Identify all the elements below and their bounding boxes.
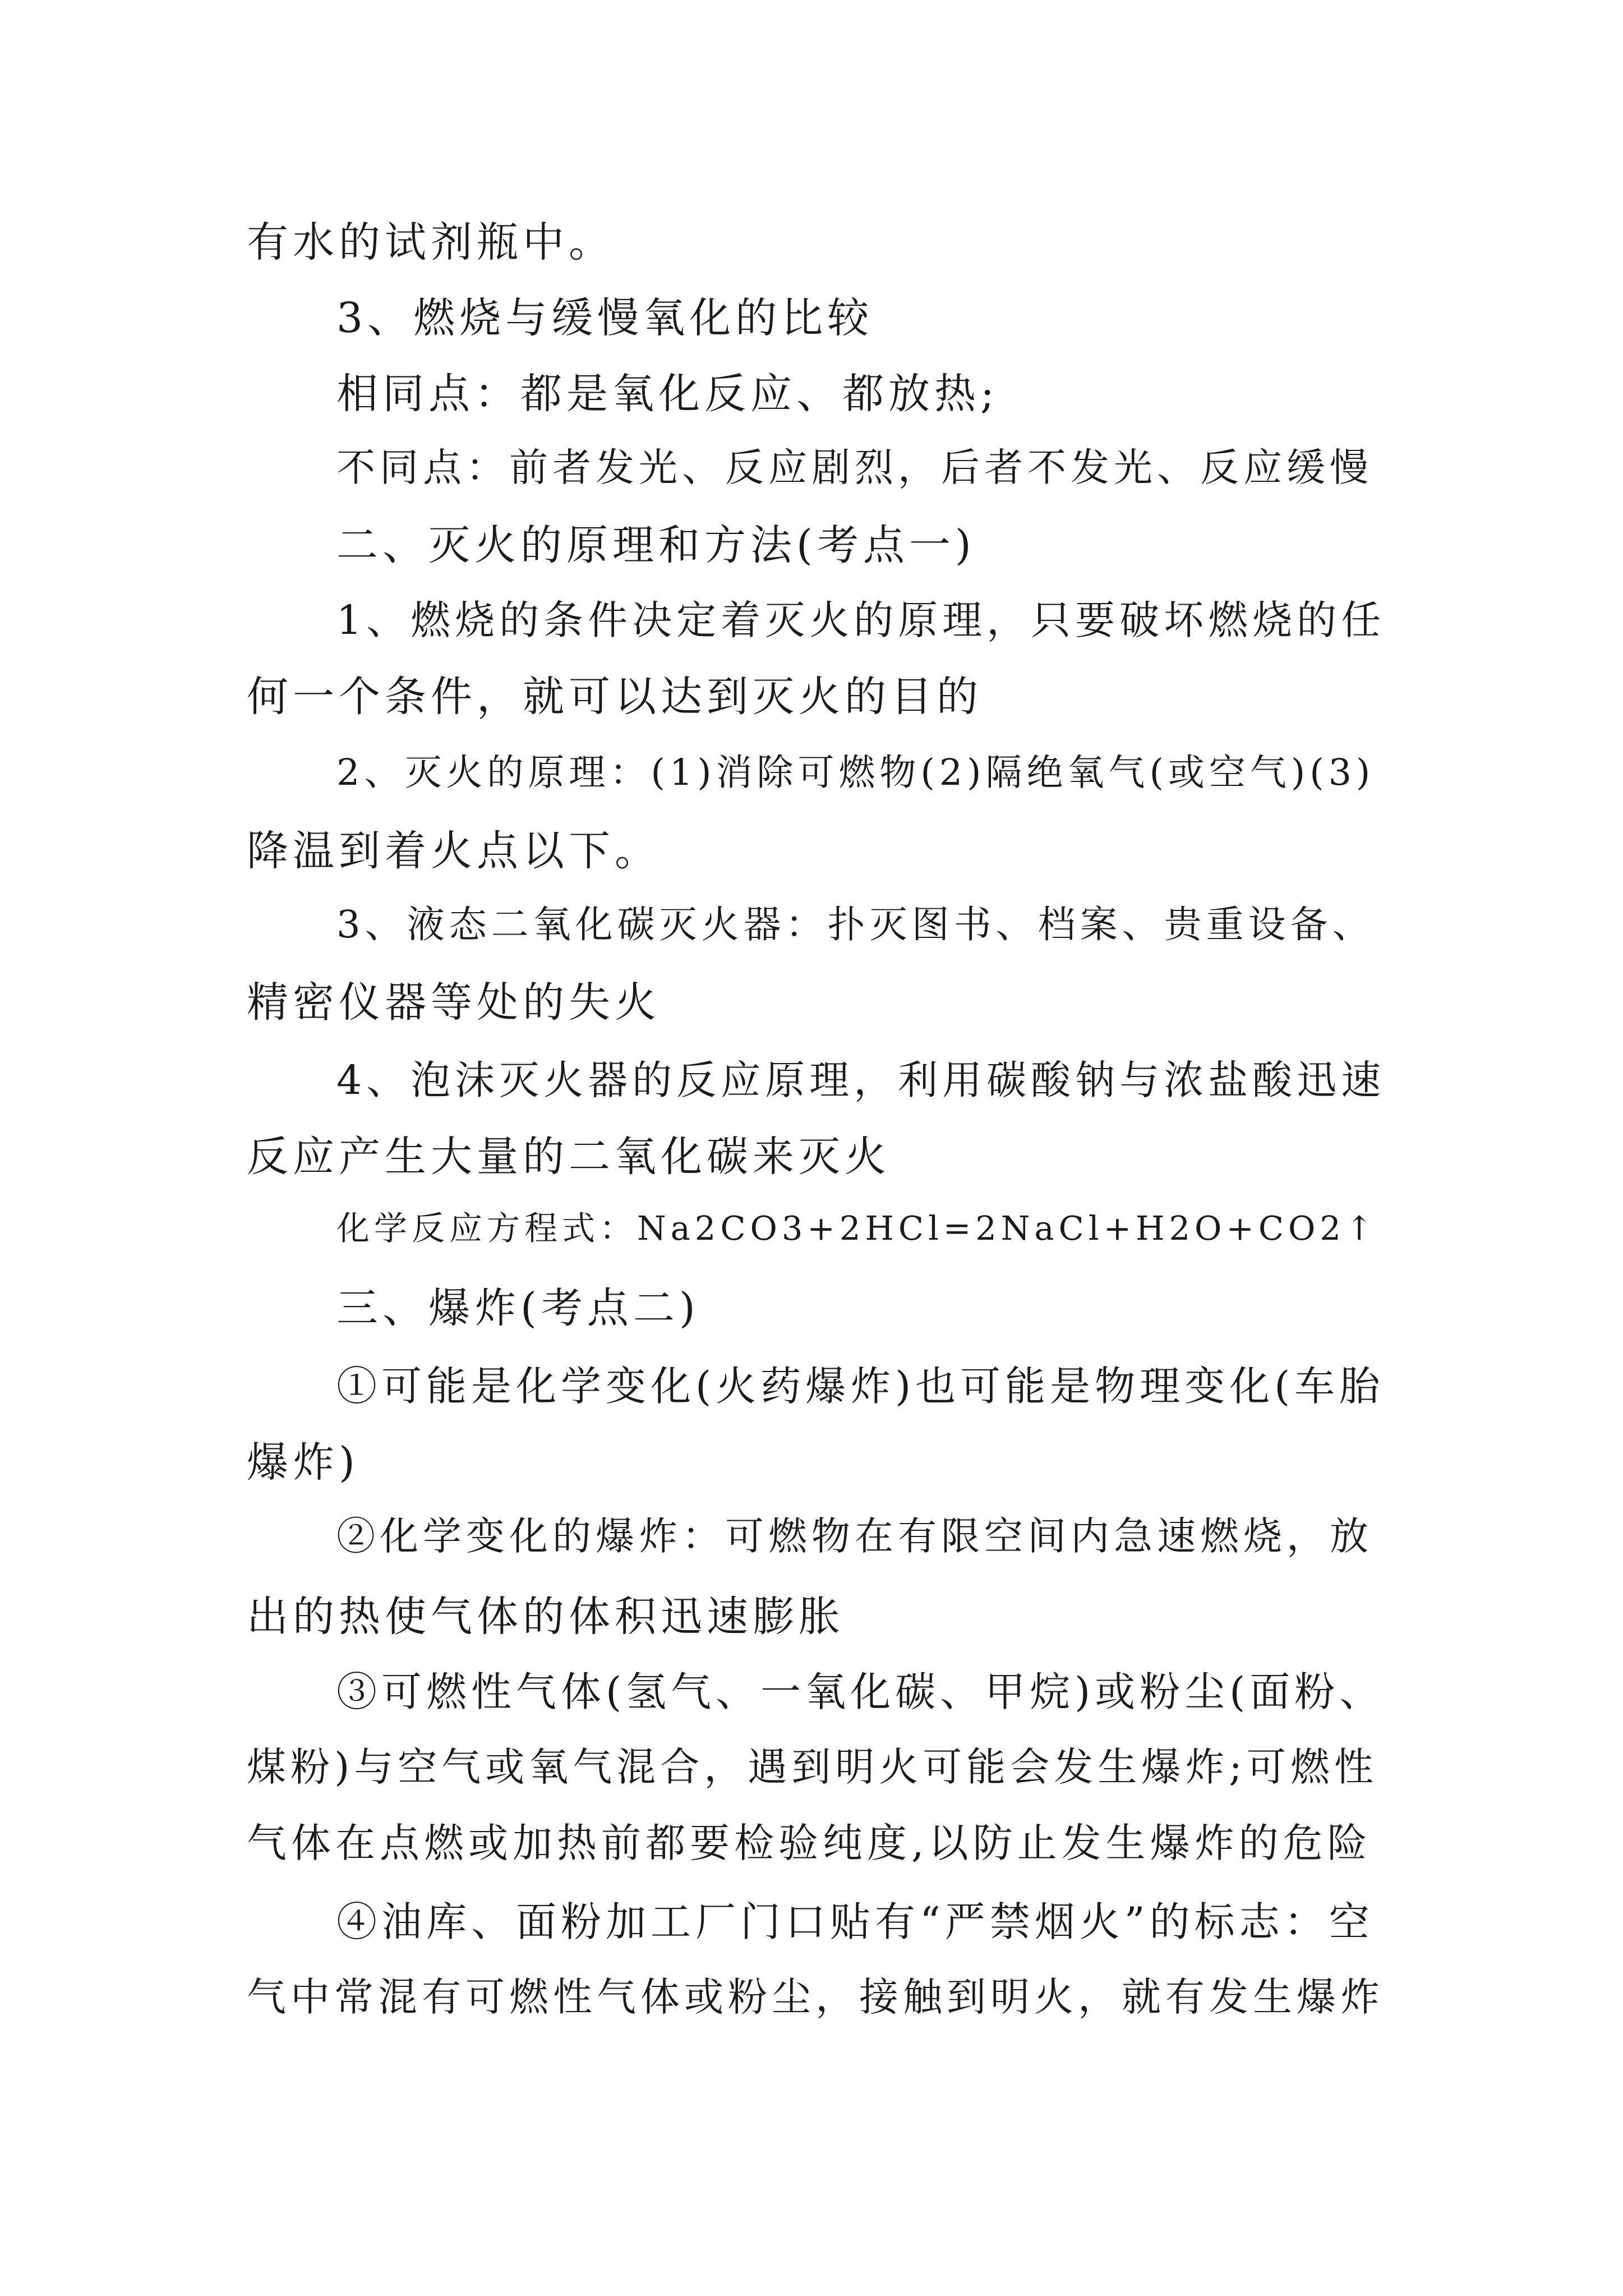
text-line-7: 何一个条件，就可以达到灭火的目的: [247, 673, 983, 721]
text-line-24: 气中常混有可燃性气体或粉尘，接触到明火，就有发生爆炸: [247, 1974, 1384, 2020]
text-line-1: 有水的试剂瓶中。: [247, 218, 615, 266]
chemical-equation: 化学反应方程式：Na2CO3+2HCl=2NaCl+H2O+CO2↑: [336, 1209, 1378, 1248]
text-line-8: 2、灭火的原理：(1)消除可燃物(2)隔绝氧气(或空气)(3): [336, 752, 1375, 794]
text-line-4: 不同点：前者发光、反应剧烈，后者不发光、反应缓慢: [336, 445, 1373, 490]
text-line-16: ①可能是化学变化(火药爆炸)也可能是物理变化(车胎: [336, 1363, 1385, 1410]
section-heading-2: 二、灭火的原理和方法(考点一): [336, 521, 976, 569]
text-line-23: ④油库、面粉加工厂门口贴有“严禁烟火”的标志：空: [336, 1898, 1374, 1945]
text-line-21: 煤粉)与空气或氧气混合，遇到明火可能会发生爆炸;可燃性: [247, 1744, 1378, 1790]
text-line-18: ②化学变化的爆炸：可燃物在有限空间内急速燃烧，放: [336, 1514, 1373, 1559]
text-line-12: 4、泡沫灭火器的反应原理，利用碳酸钠与浓盐酸迅速: [336, 1057, 1386, 1103]
text-line-17: 爆炸): [247, 1438, 359, 1487]
text-line-19: 出的热使气体的体积迅速膨胀: [247, 1593, 845, 1641]
text-line-2: 3、燃烧与缓慢氧化的比较: [336, 294, 874, 342]
text-line-9: 降温到着火点以下。: [247, 827, 661, 875]
text-line-6: 1、燃烧的条件决定着灭火的原理，只要破坏燃烧的任: [336, 597, 1386, 643]
text-line-10: 3、液态二氧化碳灭火器：扑灭图书、档案、贵重设备、: [336, 903, 1375, 946]
section-heading-3: 三、爆炸(考点二): [336, 1284, 700, 1332]
text-line-20: ③可燃性气体(氢气、一氧化碳、甲烷)或粉尘(面粉、: [336, 1668, 1385, 1715]
text-line-3: 相同点：都是氧化反应、都放热;: [336, 370, 999, 418]
text-line-13: 反应产生大量的二氧化碳来灭火: [247, 1133, 891, 1181]
text-line-22: 气体在点燃或加热前都要检验纯度,以防止发生爆炸的危险: [247, 1820, 1372, 1866]
text-line-11: 精密仪器等处的失火: [247, 978, 661, 1027]
